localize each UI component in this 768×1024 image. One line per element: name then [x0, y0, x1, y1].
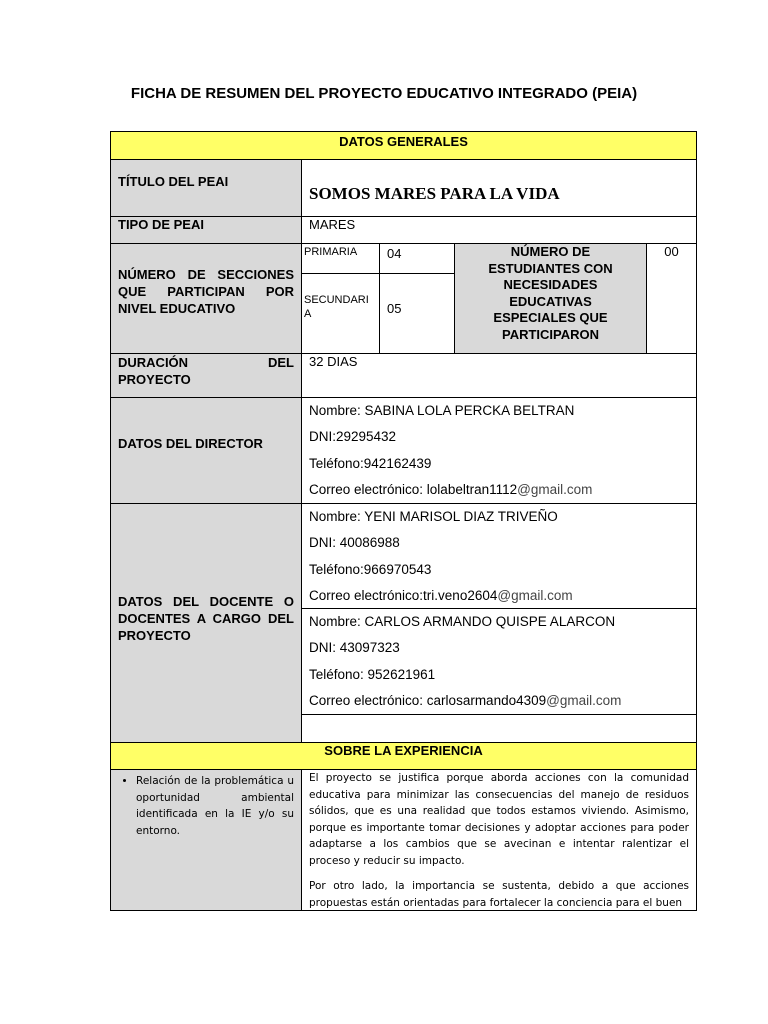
experiencia-header — [110, 742, 697, 770]
estudiantes-label: NÚMERO DE ESTUDIANTES CON NECESIDADES EDUCATIVAS ESPECIALES QUE PARTICIPARON — [488, 244, 613, 342]
director-correo-user: Correo electrónico: lolabeltran1112 — [309, 481, 518, 497]
director-nombre: Nombre: SABINA LOLA PERCKA BELTRAN — [309, 403, 575, 418]
document-title: FICHA DE RESUMEN DEL PROYECTO EDUCATIVO INTEGRADO (PEIA) — [130, 85, 638, 102]
titulo-label-cell — [110, 159, 302, 217]
secciones-label: NÚMERO DE SECCIONES QUE PARTICIPAN POR NIVEL EDUCATIVO — [118, 267, 294, 316]
docente1-correo-domain: @gmail.com — [497, 587, 573, 603]
duracion-label-word2: DEL — [268, 355, 294, 370]
docente1-nombre: Nombre: YENI MARISOL DIAZ TRIVEÑO — [309, 509, 558, 524]
experiencia-paragraph-1: El proyecto se justifica porque aborda acciones con la comunidad educativa para minimizar las consecuencias del manejo de residuos sólidos, que es una realidad que todos estamos viviendo. Asimismo, porque es importante tomar decisiones y adoptar acciones para poder adaptarse a los cambios que se avecinan e intentar ralentizar el proceso y reducir su impacto. — [309, 772, 689, 867]
director-info-cell — [301, 397, 697, 504]
docente2-dni: DNI: 43097323 — [309, 640, 400, 656]
datos-generales-header-text: DATOS GENERALES — [339, 134, 468, 149]
tipo-label: TIPO DE PEAI — [118, 217, 204, 232]
experiencia-item: • Relación de la problemática u oportunidad ambiental identificada en la IE y/o su entorno. — [136, 773, 294, 839]
docentes-label: DATOS DEL DOCENTE O DOCENTES A CARGO DEL PROYECTO — [118, 594, 294, 643]
director-correo-domain: @gmail.com — [517, 481, 593, 497]
experiencia-text-cell — [301, 769, 697, 911]
titulo-value: SOMOS MARES PARA LA VIDA — [309, 184, 560, 203]
secundaria-label-cell — [301, 273, 380, 354]
primaria-label: PRIMARIA — [304, 246, 358, 258]
docente1-info-cell — [301, 503, 697, 609]
docente2-correo-user: Correo electrónico: carlosarmando4309 — [309, 692, 547, 708]
experiencia-header-text: SOBRE LA EXPERIENCIA — [324, 743, 483, 758]
experiencia-item-cell — [110, 769, 302, 911]
experiencia-item-list — [118, 773, 294, 839]
duracion-label-word1: DURACIÓN — [118, 355, 189, 370]
docente2-telefono: Teléfono: 952621961 — [309, 666, 436, 682]
docentes-label-cell — [110, 503, 302, 743]
director-telefono: Teléfono:942162439 — [309, 455, 432, 471]
docente1-telefono: Teléfono:966970543 — [309, 561, 432, 577]
director-correo — [309, 477, 696, 503]
primaria-label-cell — [301, 243, 380, 274]
estudiantes-value-cell — [646, 243, 697, 354]
tipo-label-cell — [110, 216, 302, 244]
secciones-label-cell — [110, 243, 302, 354]
docente2-correo-domain: @gmail.com — [546, 692, 622, 708]
docente-empty-cell — [301, 714, 697, 743]
titulo-value-cell — [301, 159, 697, 217]
secundaria-value-cell — [379, 273, 455, 354]
duracion-value-cell — [301, 353, 697, 398]
director-label-cell — [110, 397, 302, 504]
docente1-correo — [309, 583, 696, 609]
duracion-label-word3: PROYECTO — [118, 372, 191, 387]
duracion-label-cell — [110, 353, 302, 398]
director-dni: DNI:29295432 — [309, 429, 397, 445]
titulo-label: TÍTULO DEL PEAI — [118, 174, 229, 189]
docente2-info-cell — [301, 608, 697, 715]
docente1-dni: DNI: 40086988 — [309, 535, 400, 551]
secundaria-label-line2: A — [304, 308, 312, 320]
docente2-nombre: Nombre: CARLOS ARMANDO QUISPE ALARCON — [309, 614, 616, 629]
director-label: DATOS DEL DIRECTOR — [118, 436, 263, 451]
primaria-value: 04 — [387, 246, 402, 261]
secundaria-value: 05 — [387, 301, 402, 316]
estudiantes-value: 00 — [664, 244, 679, 259]
duracion-value: 32 DIAS — [309, 354, 358, 369]
docente1-correo-user: Correo electrónico:tri.veno2604 — [309, 587, 498, 603]
secundaria-label-line1: SECUNDARI — [304, 294, 369, 306]
estudiantes-label-cell — [454, 243, 647, 354]
experiencia-paragraph-2: Por otro lado, la importancia se sustenta, debido a que acciones propuestas están orientadas para fortalecer la conciencia para el buen — [309, 880, 689, 909]
datos-generales-header — [110, 131, 697, 160]
primaria-value-cell — [379, 243, 455, 274]
docente2-correo — [309, 688, 696, 714]
tipo-value: MARES — [309, 217, 356, 232]
tipo-value-cell — [301, 216, 697, 244]
